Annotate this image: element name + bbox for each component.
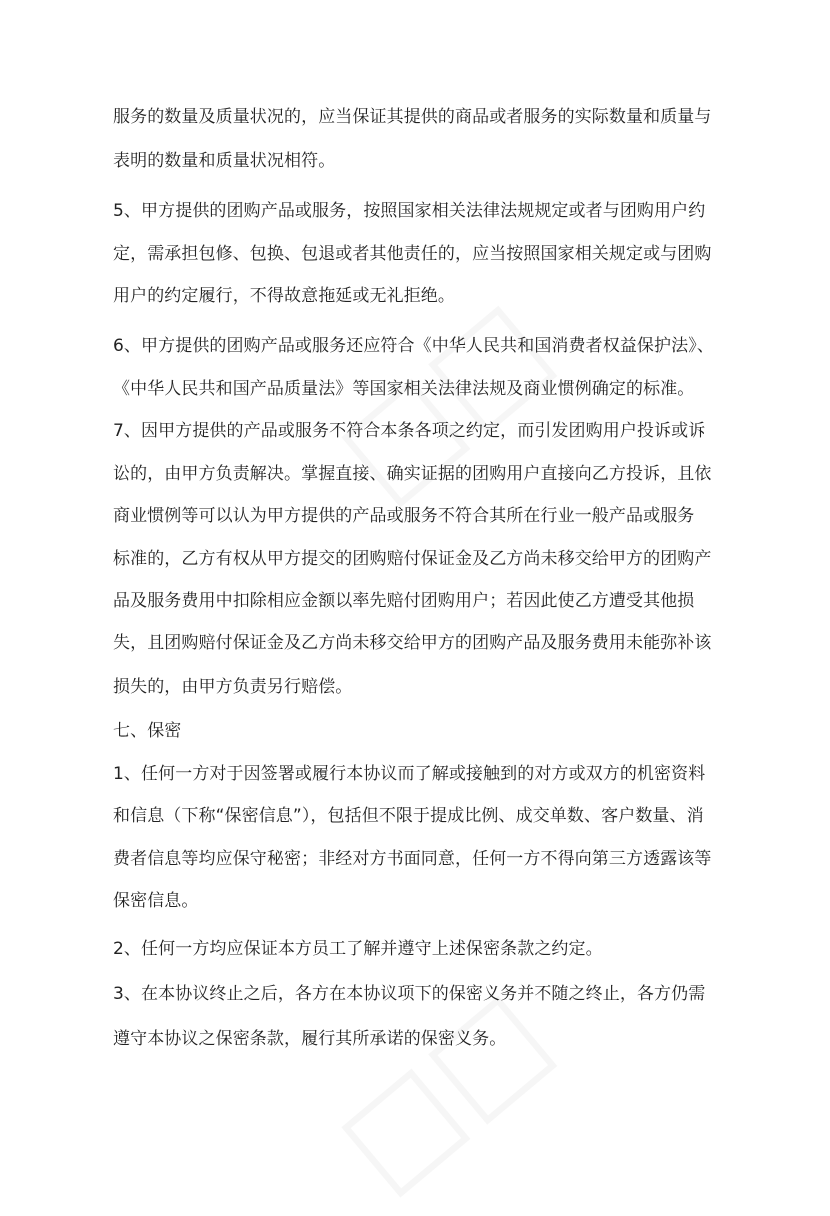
text-line: 失，且团购赔付保证金及乙方尚未移交给甲方的团购产品及服务费用未能弥补该 xyxy=(113,633,712,653)
text-line: 标准的，乙方有权从甲方提交的团购赔付保证金及乙方尚未移交给甲方的团购产 xyxy=(113,549,712,569)
text-line: 服务的数量及质量状况的，应当保证其提供的商品或者服务的实际数量和质量与 xyxy=(113,107,712,127)
text-line: 7、因甲方提供的产品或服务不符合本条各项之约定，而引发团购用户投诉或诉 xyxy=(113,421,706,441)
text-line: 和信息（下称“保密信息”），包括但不限于提成比例、成交单数、客户数量、消 xyxy=(113,806,704,826)
text-line: 1、任何一方对于因签署或履行本协议而了解或接触到的对方或双方的机密资料 xyxy=(113,764,706,784)
text-line: 损失的，由甲方负责另行赔偿。 xyxy=(113,677,353,697)
text-line: 保密信息。 xyxy=(113,891,199,911)
text-line: 用户的约定履行，不得故意拖延或无礼拒绝。 xyxy=(113,286,455,306)
text-line: 《中华人民共和国产品质量法》等国家相关法律法规及商业惯例确定的标准。 xyxy=(113,379,695,399)
text-line: 费者信息等均应保守秘密；非经对方书面同意，任何一方不得向第三方透露该等 xyxy=(113,849,712,869)
text-line: 讼的，由甲方负责解决。掌握直接、确实证据的团购用户直接向乙方投诉，且依 xyxy=(113,464,712,484)
text-line: 3、在本协议终止之后，各方在本协议项下的保密义务并不随之终止，各方仍需 xyxy=(113,984,706,1004)
text-line: 品及服务费用中扣除相应金额以率先赔付团购用户；若因此使乙方遭受其他损 xyxy=(113,591,695,611)
text-line: 商业惯例等可以认为甲方提供的产品或服务不符合其所在行业一般产品或服务 xyxy=(113,506,695,526)
text-line: 6、甲方提供的团购产品或服务还应符合《中华人民共和国消费者权益保护法》、 xyxy=(113,336,714,356)
text-line: 表明的数量和质量状况相符。 xyxy=(113,151,336,171)
text-line: 定，需承担包修、包换、包退或者其他责任的，应当按照国家相关规定或与团购 xyxy=(113,244,712,264)
text-line: 遵守本协议之保密条款，履行其所承诺的保密义务。 xyxy=(113,1029,507,1049)
text-line: 七、保密 xyxy=(113,721,182,741)
text-line: 5、甲方提供的团购产品或服务，按照国家相关法律法规规定或者与团购用户约 xyxy=(113,201,706,221)
text-line: 2、任何一方均应保证本方员工了解并遵守上述保密条款之约定。 xyxy=(113,939,603,959)
